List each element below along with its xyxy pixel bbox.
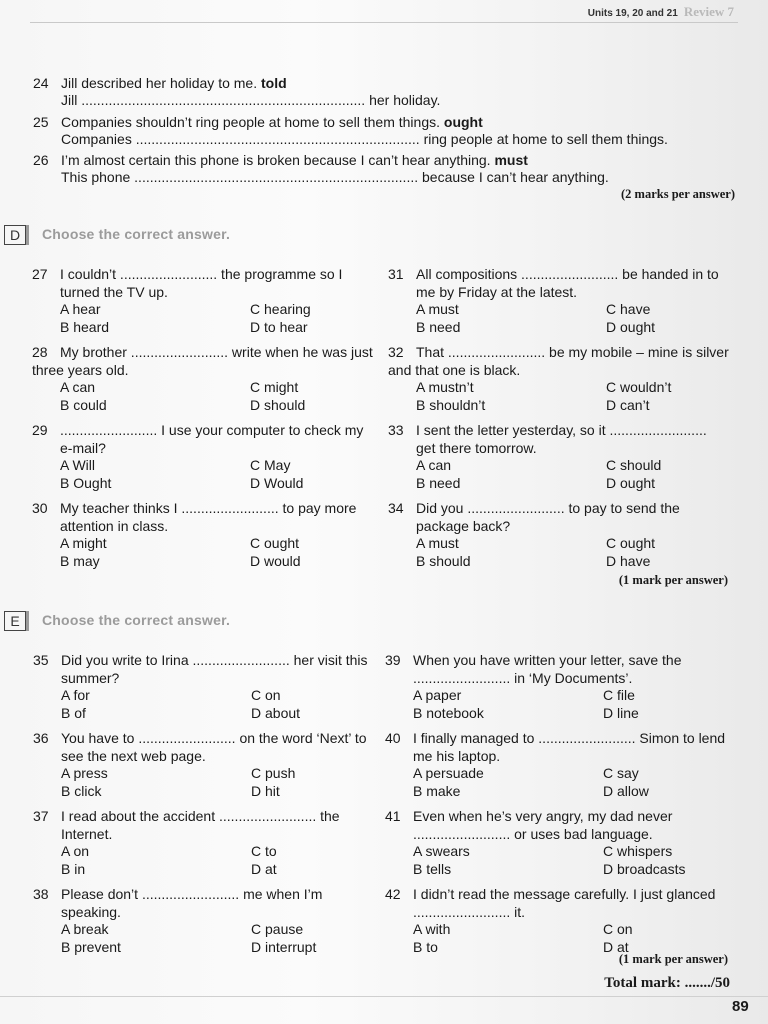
option-d[interactable]: D at [603,938,629,955]
option-b[interactable]: B Ought [60,474,112,491]
marks-note-e: (1 mark per answer) [618,952,728,966]
option-b[interactable]: B could [60,396,107,413]
question-number: 26 [33,152,49,168]
total-mark[interactable]: Total mark: ......./50 [604,975,730,991]
question-text-continued: turned the TV up. [60,283,168,300]
option-c[interactable]: C May [250,457,291,473]
option-c[interactable]: C to [251,843,277,859]
option-a[interactable]: A hear [60,301,101,317]
question-text: My brother ......................... write when he was just [60,344,373,360]
option-c[interactable]: C hearing [250,301,311,317]
option-a[interactable]: A swears [413,843,470,859]
question-number: 36 [33,730,49,746]
option-a[interactable]: A with [413,921,451,937]
option-a[interactable]: A on [61,843,90,859]
page-number: 89 [732,998,749,1015]
option-a[interactable]: A must [416,535,459,551]
question-number: 24 [33,75,49,91]
question-text-continued: three years old. [32,361,129,378]
option-b[interactable]: B need [416,474,461,491]
question-text: That ......................... be my mobile – mine is silver [416,344,729,360]
answer-line[interactable]: Companies ......................................................................... ring people at home to sell them things. [61,131,668,147]
option-a[interactable]: A can [60,379,96,395]
units-label: Units 19, 20 and 21 [587,8,678,19]
section-letter-badge: E [4,611,26,631]
option-b[interactable]: B should [416,552,471,569]
option-c[interactable]: C on [603,921,633,937]
question-number: 29 [32,422,48,438]
key-word: told [261,75,287,91]
option-b[interactable]: B need [416,318,461,335]
option-b[interactable]: B make [413,782,461,799]
question-text: I read about the accident ......................... the [61,808,340,824]
question-sentence: Companies shouldn’t ring people at home to sell them things. ought [61,114,483,130]
question-sentence: I’m almost certain this phone is broken because I can’t hear anything. must [61,152,528,168]
option-d[interactable]: D ought [606,474,656,491]
option-c[interactable]: C should [606,457,662,473]
option-c[interactable]: C might [250,379,299,395]
question-text: Please don’t ......................... me when I’m [61,886,323,902]
question-text: Did you write to Irina ......................... her visit this [61,652,368,668]
answer-line[interactable]: This phone ......................................................................... because I can’t hear anything. [61,169,609,185]
question-text: ......................... I use your computer to check my [60,422,364,438]
question-number: 35 [33,652,49,668]
option-b[interactable]: B notebook [413,704,484,721]
question-text-continued: summer? [61,669,120,686]
question-text-continued: me his laptop. [413,747,501,764]
question-number: 42 [385,886,401,902]
review-label: Review 7 [683,4,734,19]
question-text-continued: Internet. [61,825,113,842]
option-c[interactable]: C on [251,687,281,703]
option-b[interactable]: B shouldn’t [416,396,486,413]
option-c[interactable]: C have [606,301,651,317]
question-text-continued: and that one is black. [388,361,521,378]
question-number: 30 [32,500,48,516]
option-a[interactable]: A must [416,301,459,317]
option-b[interactable]: B may [60,552,100,569]
option-b[interactable]: B heard [60,318,110,335]
question-text: I couldn’t ......................... the programme so I [60,266,343,282]
option-a[interactable]: A mustn’t [416,379,474,395]
question-text: All compositions ......................... be handed in to [416,266,719,282]
marks-note-c: (2 marks per answer) [621,187,735,201]
option-d[interactable]: D about [251,704,301,721]
question-text: I finally managed to ......................... Simon to lend [413,730,726,746]
option-a[interactable]: A for [61,687,90,703]
question-number: 25 [33,114,49,130]
question-text: My teacher thinks I ......................... to pay more [60,500,357,516]
question-number: 41 [385,808,401,824]
question-number: 37 [33,808,49,824]
option-a[interactable]: A persuade [413,765,484,781]
question-text-continued: me by Friday at the latest. [416,283,578,300]
option-d[interactable]: D have [606,552,651,569]
question-text: I sent the letter yesterday, so it ......................... [416,422,707,438]
option-c[interactable]: C ought [250,535,300,551]
question-text: Did you ......................... to pay to send the [416,500,680,516]
option-d[interactable]: D should [250,396,306,413]
question-text-continued: ......................... in ‘My Documents’. [413,669,633,686]
option-b[interactable]: B of [61,704,86,721]
option-c[interactable]: C say [603,765,639,781]
option-b[interactable]: B in [61,860,86,877]
option-d[interactable]: D at [251,860,277,877]
option-d[interactable]: D Would [250,474,304,491]
question-text: You have to ......................... on the word ‘Next’ to [61,730,367,746]
question-text-continued: ......................... it. [413,903,526,920]
question-number: 33 [388,422,404,438]
option-a[interactable]: A might [60,535,107,551]
question-text-continued: get there tomorrow. [416,439,537,456]
question-text-continued: see the next web page. [61,747,206,764]
running-header [588,4,734,20]
footer-divider [0,996,768,997]
option-c[interactable]: C push [251,765,296,781]
option-b[interactable]: B tells [413,860,452,877]
question-number: 32 [388,344,404,360]
option-c[interactable]: C wouldn’t [606,379,672,395]
question-number: 27 [32,266,48,282]
question-text-continued: package back? [416,517,511,534]
question-text-continued: speaking. [61,903,121,920]
question-text: Even when he’s very angry, my dad never [413,808,673,824]
option-a[interactable]: A break [61,921,109,937]
option-a[interactable]: A press [61,765,108,781]
question-number: 31 [388,266,404,282]
answer-line[interactable]: Jill ......................................................................... her holiday. [61,92,441,108]
section-instruction: Choose the correct answer. [42,226,231,242]
option-c[interactable]: C whispers [603,843,673,859]
option-a[interactable]: A can [416,457,452,473]
option-c[interactable]: C pause [251,921,304,937]
section-instruction: Choose the correct answer. [42,612,231,628]
question-sentence: Jill described her holiday to me. told [61,75,287,91]
option-d[interactable]: D hit [251,782,280,799]
option-c[interactable]: C file [603,687,635,703]
option-d[interactable]: D allow [603,782,649,799]
option-d[interactable]: D interrupt [251,938,317,955]
option-d[interactable]: D to hear [250,318,308,335]
question-number: 28 [32,344,48,360]
option-a[interactable]: A Will [60,457,95,473]
question-number: 38 [33,886,49,902]
question-number: 40 [385,730,401,746]
marks-note-d: (1 mark per answer) [618,573,728,587]
option-c[interactable]: C ought [606,535,656,551]
option-d[interactable]: D ought [606,318,656,335]
option-a[interactable]: A paper [413,687,462,703]
key-word: ought [443,114,483,130]
option-b[interactable]: B to [413,938,438,955]
question-text-continued: attention in class. [60,517,169,534]
question-text-continued: e-mail? [60,439,106,456]
question-text: When you have written your letter, save the [413,652,682,668]
question-number: 39 [385,652,401,668]
option-b[interactable]: B prevent [61,938,121,955]
section-letter-badge: D [4,225,26,245]
question-text-continued: ......................... or uses bad language. [413,825,653,842]
option-d[interactable]: D line [603,704,639,721]
option-d[interactable]: D broadcasts [603,860,686,877]
option-b[interactable]: B click [61,782,102,799]
header-divider [30,22,738,23]
option-d[interactable]: D can’t [606,396,650,413]
option-d[interactable]: D would [250,552,301,569]
question-text: I didn’t read the message carefully. I just glanced [413,886,716,902]
key-word: must [494,152,528,168]
question-number: 34 [388,500,404,516]
